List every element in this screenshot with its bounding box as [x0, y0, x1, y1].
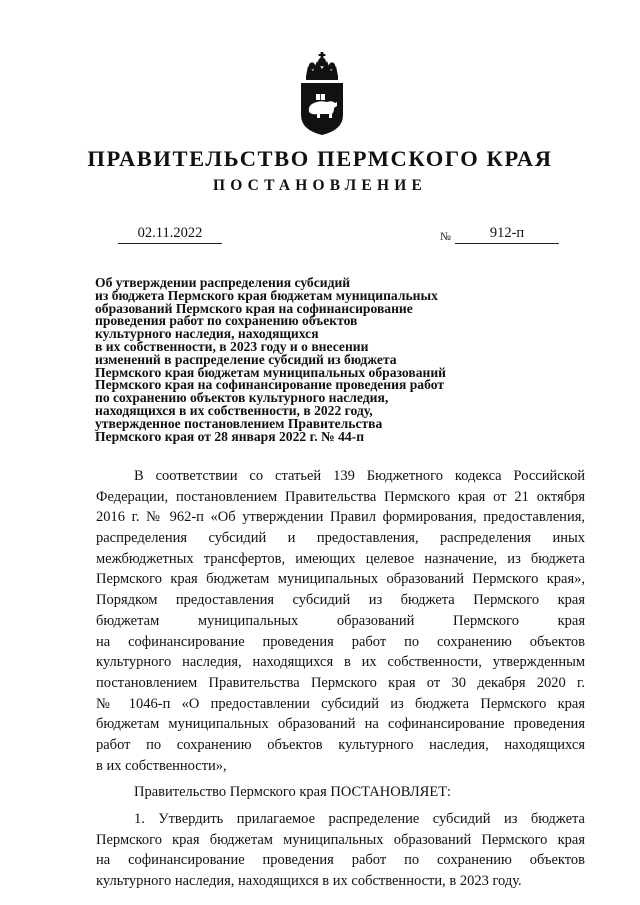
body-line: Порядком предоставления субсидий из бюджета Пермского края [96, 592, 585, 609]
body-line: № 1046-п «О предоставлении субсидий из бюджета Пермского края [96, 695, 585, 712]
subject-line: находящихся в их собственности, в 2022 году, [95, 402, 373, 418]
body-line: Пермского края бюджетам муниципальных образований Пермского края», [96, 571, 585, 588]
body-line: Федерации, постановлением Правительства Пермского края от 21 октября [96, 488, 585, 505]
subject-line: изменений в распределение субсидий из бюджета [95, 351, 397, 367]
subject-line: Пермского края от 28 января 2022 г. № 44-п [95, 428, 365, 444]
subject-line: в их собственности, в 2023 году и о внесении [95, 338, 369, 354]
body-line: В соответствии со статьей 139 Бюджетного кодекса Российской [134, 468, 585, 484]
document-date: 02.11.2022 [118, 225, 222, 244]
subject-line: Пермского края бюджетам муниципальных образований [95, 364, 446, 380]
body-line: распределения субсидий и предоставления, распределения иных [96, 530, 585, 547]
subject-line: из бюджета Пермского края бюджетам муниципальных [95, 287, 438, 303]
item-1-paragraph [96, 809, 585, 892]
subject-line: образований Пермского края на софинансирование [95, 300, 413, 316]
preamble-paragraph [96, 466, 585, 776]
body-line: бюджетам муниципальных образований Пермского края [96, 612, 585, 629]
document-subject [95, 277, 515, 443]
body-line: культурного наследия, находящихся в их собственности, утвержденным [96, 654, 585, 671]
number-sign: № [440, 231, 451, 243]
subject-line: утвержденное постановлением Правительства [95, 415, 383, 431]
document-type: ПОСТАНОВЛЕНИЕ [212, 177, 428, 194]
body-line: культурного наследия, находящихся в их собственности, в 2023 году. [96, 873, 522, 890]
perm-krai-coat-of-arms-icon [296, 52, 348, 136]
subject-line: проведения работ по сохранению объектов [95, 313, 358, 329]
body-line: на софинансирование проведения работ по сохранению объектов [96, 633, 585, 650]
document-body [96, 466, 585, 892]
body-line: 1. Утвердить прилагаемое распределение субсидий из бюджета [134, 811, 585, 827]
government-title: ПРАВИТЕЛЬСТВО ПЕРМСКОГО КРАЯ [87, 146, 553, 171]
body-line: 2016 г. № 962-п «Об утверждении Правил формирования, предоставления, [96, 509, 585, 526]
body-line: работ по сохранению объектов культурного наследия, находящихся [96, 736, 585, 753]
body-line: бюджетам муниципальных образований на софинансирование проведения [96, 716, 585, 733]
body-line: в их собственности», [96, 757, 227, 774]
subject-line: по сохранению объектов культурного наследия, [95, 390, 389, 406]
body-line: межбюджетных трансфертов, имеющих целевое назначение, из бюджета [96, 550, 585, 567]
subject-line: культурного наследия, находящихся [95, 326, 319, 342]
document-number: 912-п [455, 225, 559, 244]
body-line: постановлением Правительства Пермского края от 30 декабря 2020 г. [96, 674, 585, 691]
subject-line: Об утверждении распределения субсидий [95, 275, 351, 290]
resolution-line: Правительство Пермского края ПОСТАНОВЛЯЕТ: [134, 784, 452, 801]
body-line: Пермского края бюджетам муниципальных образований Пермского края [96, 831, 585, 848]
body-line: на софинансирование проведения работ по сохранению объектов [96, 852, 585, 869]
subject-line: Пермского края на софинансирование проведения работ [95, 377, 444, 393]
